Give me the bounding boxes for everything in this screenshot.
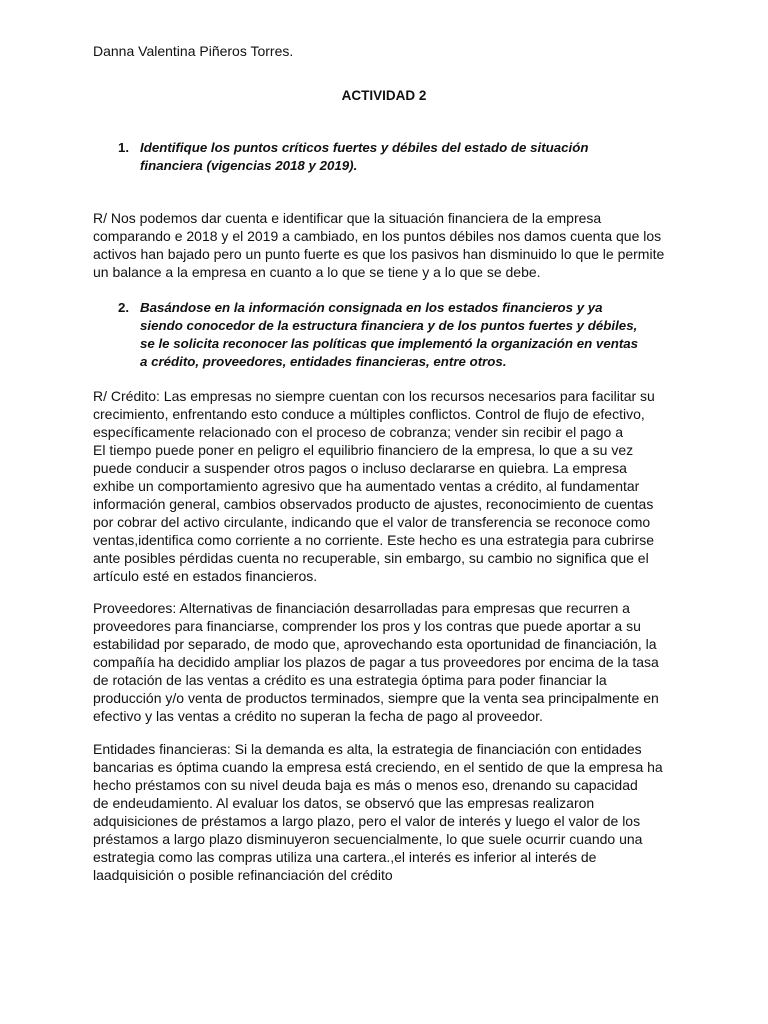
question-2	[118, 299, 678, 371]
author-name: Danna Valentina Piñeros Torres.	[93, 43, 294, 59]
answer-paragraph-proveedores: Proveedores: Alternativas de financiación desarrolladas para empresas que recurren a proveedores para financiarse, comprender los pros y los contras que puede aportar a su estabilidad por separado, de modo que, aprovechando esta oportunidad de financiación, la compañía ha decidido ampliar los plazos de pagar a tus proveedores por encima de la tasa de rotación de las ventas a crédito es una estrategia óptima para poder financiar la producción y/o venta de productos terminados, siempre que la venta sea principalmente en efectivo y las ventas a crédito no superan la fecha de pago al proveedor.	[93, 600, 659, 724]
question-1	[118, 139, 678, 175]
document-title: ACTIVIDAD 2	[341, 88, 427, 103]
question-2-number: 2.	[118, 300, 130, 315]
answer-paragraph-1: R/ Nos podemos dar cuenta e identificar que la situación financiera de la empresa comparando e 2018 y el 2019 a cambiado, en los puntos débiles nos damos cuenta que los activos han bajado pero un punto fuerte es que los pasivos han disminuido lo que le permite un balance a la empresa en cuanto a lo que se tiene y a lo que se debe.	[93, 210, 665, 280]
question-1-text: Identifique los puntos críticos fuertes y débiles del estado de situación financiera (vigencias 2018 y 2019).	[140, 140, 589, 173]
answer-paragraph-entidades-financieras: Entidades financieras: Si la demanda es alta, la estrategia de financiación con entidades bancarias es óptima cuando la empresa está creciendo, en el sentido de que la empresa ha hecho préstamos con su nivel deuda baja es más o menos eso, drenando su capacidad de endeudamiento. Al evaluar los datos, se observó que las empresas realizaron adquisiciones de préstamos a largo plazo, pero el valor de interés y luego el valor de los préstamos a largo plazo disminuyeron secuencialmente, lo que suele ocurrir cuando una estrategia como las compras utiliza una cartera.,el interés es inferior al interés de laadquisición o posible refinanciación del crédito	[93, 741, 663, 883]
question-1-number: 1.	[118, 140, 130, 155]
question-2-text: Basándose en la información consignada en los estados financieros y ya siendo conocedor de la estructura financiera y de los puntos fuertes y débiles, se le solicita reconocer las políticas que implementó la organización en ventas a crédito, proveedores, entidades financieras, entre otros.	[140, 300, 639, 369]
answer-paragraph-credito: R/ Crédito: Las empresas no siempre cuentan con los recursos necesarios para facilitar su crecimiento, enfrentando esto conduce a múltiples conflictos. Control de flujo de efectivo, específicamente relacionado con el proceso de cobranza; vender sin recibir el pago a El tiempo puede poner en peligro el equilibrio financiero de la empresa, lo que a su vez puede conducir a suspender otros pagos o incluso declararse en quiebra. La empresa exhibe un comportamiento agresivo que ha aumentado ventas a crédito, al fundamentar información general, cambios observados producto de ajustes, reconocimiento de cuentas por cobrar del activo circulante, indicando que el valor de transferencia se reconoce como ventas,identifica como corriente a no corriente. Este hecho es una estrategia para cubrirse ante posibles pérdidas cuenta no recuperable, sin embargo, su cambio no significa que el artículo esté en estados financieros.	[93, 388, 655, 584]
